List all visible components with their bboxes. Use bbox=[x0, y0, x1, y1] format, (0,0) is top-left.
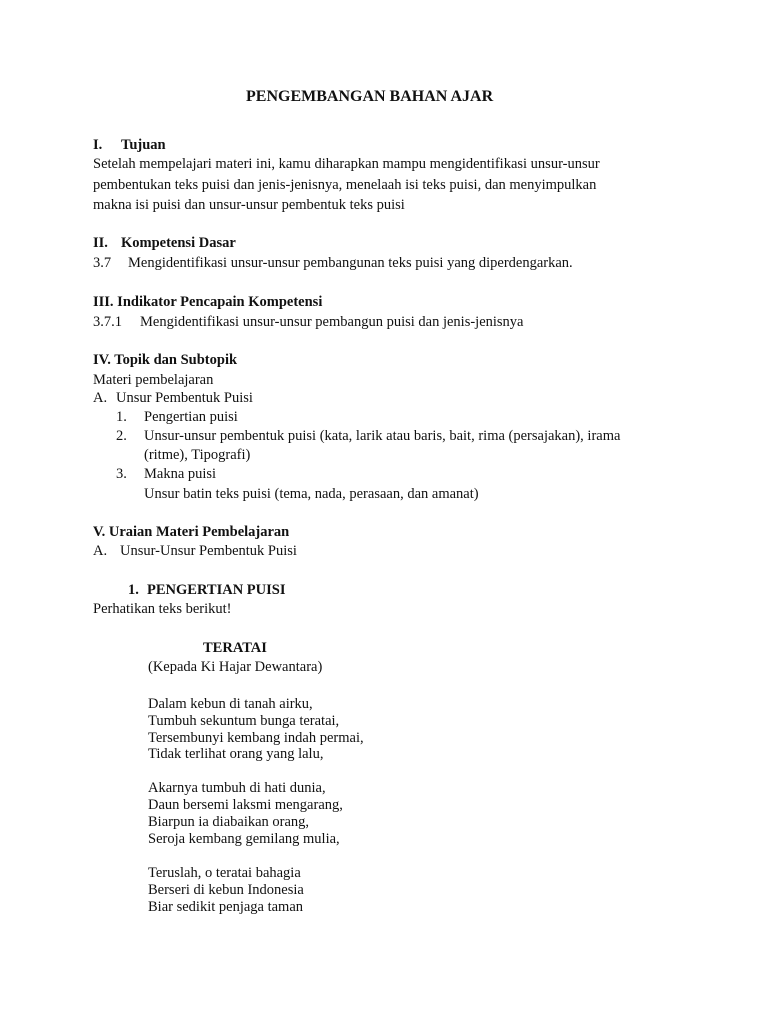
kd-item-number: 3.7 bbox=[93, 255, 112, 271]
uraian-point-number: 1. bbox=[128, 582, 139, 598]
topik-item-number: 2. bbox=[116, 428, 127, 444]
poem-dedication: (Kepada Ki Hajar Dewantara) bbox=[148, 659, 323, 675]
poem-line: Biarpun ia diabaikan orang, bbox=[148, 814, 310, 830]
poem-line: Daun bersemi laksmi mengarang, bbox=[148, 797, 343, 813]
page-title: PENGEMBANGAN BAHAN AJAR bbox=[246, 88, 494, 105]
topik-item-text-cont: Unsur batin teks puisi (tema, nada, perasaan, dan amanat) bbox=[144, 486, 479, 502]
uraian-sub-number: A. bbox=[93, 543, 108, 559]
section-number-kd: II. bbox=[93, 235, 108, 251]
poem-line: Akarnya tumbuh di hati dunia, bbox=[148, 780, 326, 796]
poem-line: Dalam kebun di tanah airku, bbox=[148, 696, 313, 712]
tujuan-text-line: Setelah mempelajari materi ini, kamu diharapkan mampu mengidentifikasi unsur-unsur bbox=[93, 156, 600, 172]
tujuan-text-line: pembentukan teks puisi dan jenis-jenisnya, menelaah isi teks puisi, dan menyimpulkan bbox=[93, 177, 597, 193]
indikator-item-number: 3.7.1 bbox=[93, 314, 122, 330]
section-heading-tujuan: Tujuan bbox=[121, 137, 166, 153]
section-heading-indikator: III. Indikator Pencapain Kompetensi bbox=[93, 294, 323, 310]
poem-line: Seroja kembang gemilang mulia, bbox=[148, 831, 340, 847]
poem-line: Biar sedikit penjaga taman bbox=[148, 899, 304, 915]
poem-line: Tumbuh sekuntum bunga teratai, bbox=[148, 713, 340, 729]
topik-item-text: Pengertian puisi bbox=[144, 409, 238, 425]
topik-item-text-cont: (ritme), Tipografi) bbox=[144, 447, 251, 463]
uraian-prompt: Perhatikan teks berikut! bbox=[93, 601, 232, 617]
uraian-sub-label: Unsur-Unsur Pembentuk Puisi bbox=[120, 543, 297, 559]
topik-item-number: 1. bbox=[116, 409, 127, 425]
poem-line: Tidak terlihat orang yang lalu, bbox=[148, 746, 324, 762]
section-heading-uraian: V. Uraian Materi Pembelajaran bbox=[93, 524, 290, 540]
uraian-point-label: PENGERTIAN PUISI bbox=[147, 582, 286, 598]
topik-sub-number: A. bbox=[93, 390, 108, 406]
topik-item-text: Makna puisi bbox=[144, 466, 217, 482]
indikator-item-text: Mengidentifikasi unsur-unsur pembangun puisi dan jenis-jenisnya bbox=[140, 314, 524, 330]
section-number-tujuan: I. bbox=[93, 137, 103, 153]
topik-item-number: 3. bbox=[116, 466, 127, 482]
tujuan-text-line: makna isi puisi dan unsur-unsur pembentuk teks puisi bbox=[93, 197, 405, 213]
topik-sub-label: Unsur Pembentuk Puisi bbox=[116, 390, 253, 406]
section-heading-topik: IV. Topik dan Subtopik bbox=[93, 352, 238, 368]
poem-line: Tersembunyi kembang indah permai, bbox=[148, 730, 364, 746]
poem-title: TERATAI bbox=[203, 640, 267, 656]
topik-intro: Materi pembelajaran bbox=[93, 372, 214, 388]
section-heading-kd: Kompetensi Dasar bbox=[121, 235, 236, 251]
topik-item-text: Unsur-unsur pembentuk puisi (kata, larik atau baris, bait, rima (persajakan), irama bbox=[144, 428, 621, 444]
poem-line: Berseri di kebun Indonesia bbox=[148, 882, 304, 898]
kd-item-text: Mengidentifikasi unsur-unsur pembangunan teks puisi yang diperdengarkan. bbox=[128, 255, 573, 271]
poem-line: Teruslah, o teratai bahagia bbox=[148, 865, 301, 881]
